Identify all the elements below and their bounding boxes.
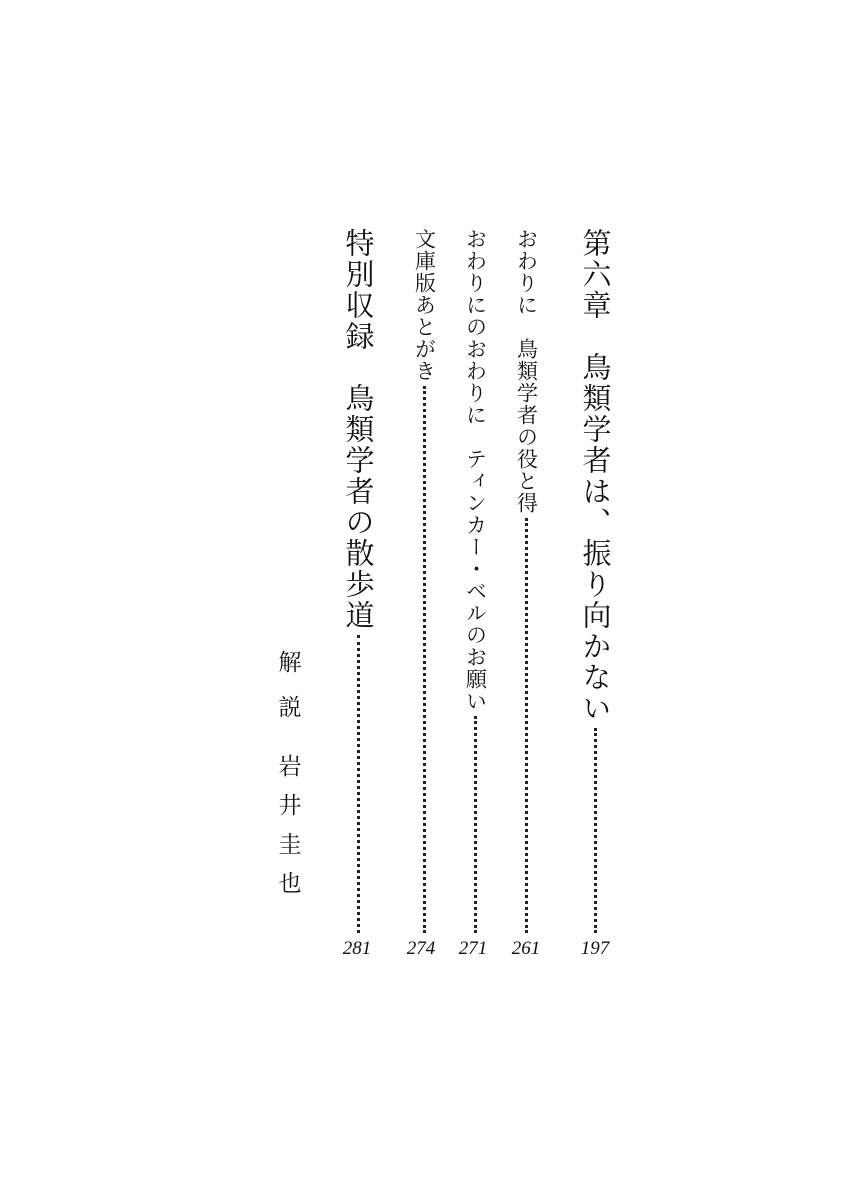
dot-leader [594,728,597,933]
toc-entry-post-afterword[interactable] [455,228,495,933]
commentary-author: 岩井圭也 [274,754,301,910]
toc-page-number: 261 [511,938,541,959]
toc-entry-title: おわりに 鳥類学者の役と得 [514,228,539,514]
commentary-credit [267,650,307,920]
toc-page-number: 274 [406,938,436,959]
commentary-heading: 解説 [274,650,301,740]
dot-leader [474,716,477,933]
dot-leader [357,635,360,933]
toc-entry-special-feature[interactable] [338,228,378,933]
toc-page-number: 271 [458,938,488,959]
toc-page-number: 281 [342,938,372,959]
toc-entry-chapter-6[interactable] [575,228,615,933]
toc-page-number: 197 [580,938,610,959]
toc-entry-title: おわりにのおわりに ティンカー・ベルのお願い [463,228,488,712]
dot-leader [525,518,528,933]
toc-entry-title: 特別収録 鳥類学者の散歩道 [341,228,376,631]
dot-leader [423,386,426,933]
toc-entry-afterword[interactable] [506,228,546,933]
toc-entry-title: 文庫版あとがき [412,228,437,382]
toc-entry-title: 第六章 鳥類学者は、振り向かない [578,228,613,724]
toc-entry-paperback-afterword[interactable] [404,228,444,933]
